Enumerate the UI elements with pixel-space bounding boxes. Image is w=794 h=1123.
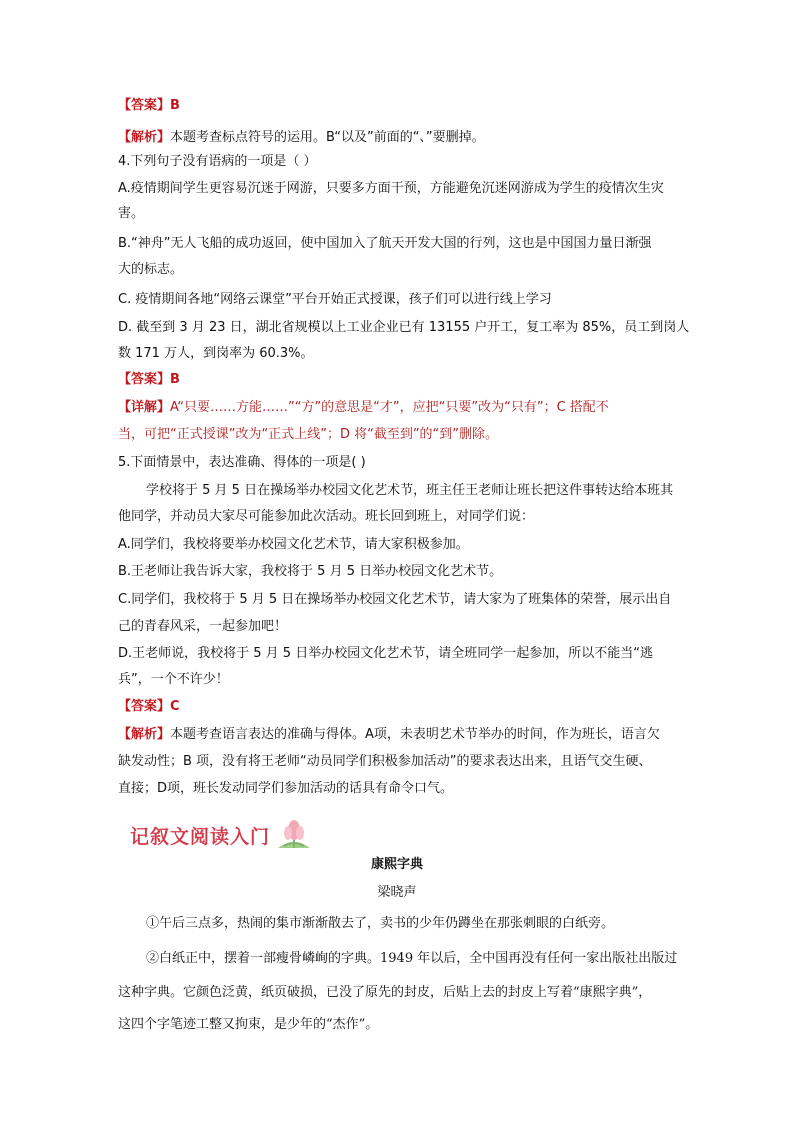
- analysis-tag: 【解析】: [118, 727, 171, 742]
- question-stem: 5.下面情景中，表达准确、得体的一项是( ): [118, 455, 366, 470]
- option-b: B.王老师让我告诉大家，我校将于 5 月 5 日举办校园文化艺术节。: [118, 564, 503, 579]
- article-title: 康熙字典: [370, 857, 423, 872]
- analysis-line: [118, 128, 485, 148]
- option-d: D.王老师说，我校将于 5 月 5 日举办校园文化艺术节，请全班同学一起参加，所以不能当“逃: [118, 646, 653, 661]
- answer-line: [118, 697, 180, 717]
- analysis-text-cont: 缺发动性；B 项，没有将王老师“动员同学们积极参加活动”的要求表达出来，且语气交生硬、: [118, 754, 652, 769]
- question-stem: 4.下列句子没有语病的一项是（ ）: [118, 154, 317, 169]
- analysis-text-cont: 直接；D项，班长发动同学们参加活动的话具有命令口气。: [118, 781, 454, 796]
- option-a: A.同学们，我校将要举办校园文化艺术节，请大家积极参加。: [118, 537, 469, 552]
- option-d-cont: 数 171 万人，到岗率为 60.3%。: [118, 346, 314, 361]
- answer-line: [118, 96, 180, 116]
- answer-line: [118, 370, 180, 390]
- article-author: 梁晓声: [377, 885, 417, 900]
- scene-text-cont: 他同学，并动员大家尽可能参加此次活动。班长回到班上，对同学们说：: [118, 509, 535, 524]
- answer-value: B: [170, 98, 180, 113]
- answer-tag: 【答案】: [118, 98, 171, 113]
- option-c: C.同学们，我校将于 5 月 5 日在操场举办校园文化艺术节，请大家为了班集体的荣誉，展示出自: [118, 592, 672, 607]
- detail-line: [118, 398, 609, 418]
- detail-tag: 【详解】: [118, 400, 171, 415]
- paragraph-2-cont: 这四个字笔迹工整又拘束，是少年的“杰作”。: [118, 1017, 379, 1032]
- answer-value: C: [170, 699, 180, 714]
- option-a: A.疫情期间学生更容易沉迷于网游，只要多方面干预，方能避免沉迷网游成为学生的疫情次生灾: [118, 181, 664, 196]
- detail-text: A“只要……方能……”“方”的意思是“才”，应把“只要”改为“只有”；C 搭配不: [170, 400, 609, 415]
- option-b-cont: 大的标志。: [118, 262, 184, 277]
- option-c: C. 疫情期间各地“网络云课堂”平台开始正式授课，孩子们可以进行线上学习: [118, 292, 552, 307]
- paragraph-2: ②白纸正中，摆着一部瘦骨嶙峋的字典。1949 年以后，全中国再没有任何一家出版社出版过: [146, 951, 678, 966]
- analysis-tag: 【解析】: [118, 130, 171, 145]
- option-d: D. 截至到 3 月 23 日，湖北省规模以上工业企业已有 13155 户开工，复工率为 85%，员工到岗人: [118, 320, 690, 335]
- analysis-text: 本题考查语言表达的准确与得体。A项，未表明艺术节举办的时间，作为班长，语言欠: [170, 727, 660, 742]
- option-c-cont: 己的青春风采，一起参加吧！: [118, 619, 288, 634]
- detail-line-cont: 当，可把“正式授课”改为“正式上线”；D 将“截至到”的“到”删除。: [118, 427, 499, 442]
- answer-tag: 【答案】: [118, 372, 171, 387]
- paragraph-1: ①午后三点多，热闹的集市渐渐散去了，卖书的少年仍蹲坐在那张刺眼的白纸旁。: [146, 916, 615, 931]
- option-a-cont: 害。: [118, 206, 145, 221]
- analysis-line: [118, 725, 660, 745]
- answer-tag: 【答案】: [118, 699, 171, 714]
- analysis-text: 本题考查标点符号的运用。B“以及”前面的“、”要删掉。: [170, 130, 485, 145]
- paragraph-2-cont: 这种字典。它颜色泛黄，纸页破损，已没了原先的封皮，后贴上去的封皮上写着“康熙字典”，: [118, 985, 652, 1000]
- section-banner: [124, 818, 314, 852]
- answer-value: B: [170, 372, 180, 387]
- option-b: B.“神舟”无人飞船的成功返回，使中国加入了航天开发大国的行列，这也是中国国力量日渐强: [118, 236, 652, 251]
- scene-text: 学校将于 5 月 5 日在操场举办校园文化艺术节，班主任王老师让班长把这件事转达给本班其: [146, 483, 674, 498]
- section-banner-label: 记叙文阅读入门: [130, 826, 271, 848]
- option-d-cont: 兵”，一个不许少！: [118, 672, 229, 687]
- lotus-icon: [274, 818, 314, 852]
